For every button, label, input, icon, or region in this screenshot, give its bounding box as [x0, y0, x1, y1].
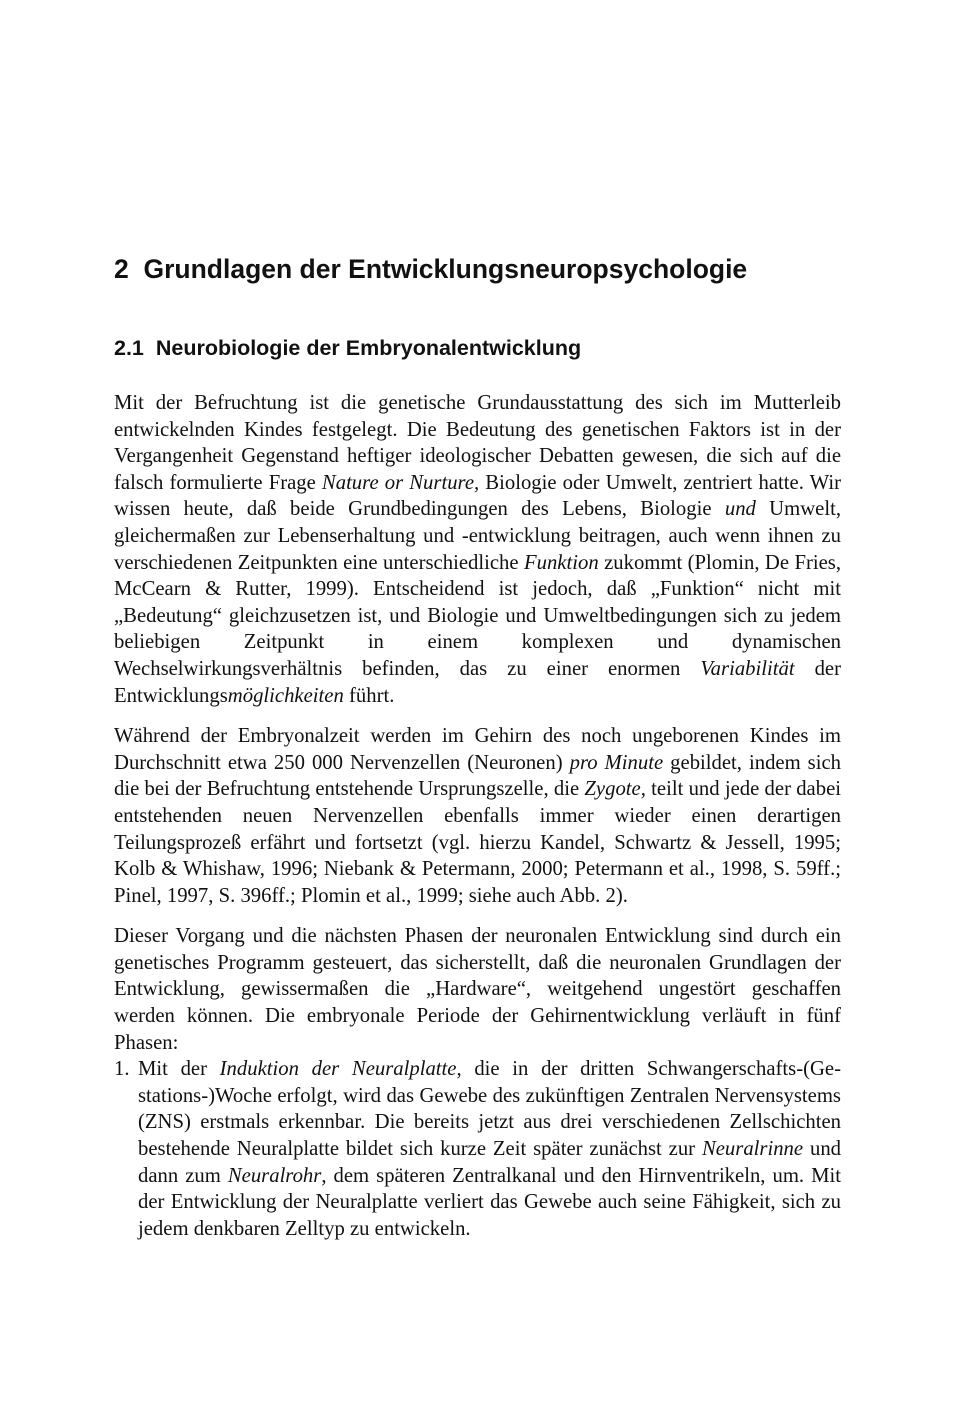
paragraph-1 — [114, 390, 841, 709]
paragraph-2-italic: pro Minute — [569, 751, 664, 774]
section-title-text: Neurobiologie der Embryonalentwicklung — [155, 336, 582, 360]
paragraph-1-italic: möglichkeiten — [227, 684, 344, 707]
paragraph-1-text: der Entwicklungs — [114, 657, 841, 707]
list-item-text — [138, 1056, 841, 1242]
paragraph-2-text: , teilt und jede der dabei entstehenden neuen Nervenzellen ebenfalls immer wieder einen derartigen Teilungsprozeß erfährt und fortsetzt (vgl. hierzu Kandel, Schwartz & Jessell, 1995; Kolb & Whishaw, 1996; Niebank & Petermann, 2000; Petermann et al., 1998, S. 59ff.; Pinel, 1997, S. 396ff.; Plomin et al., 1999; siehe auch Abb. 2). — [114, 778, 842, 907]
paragraph-1-italic: Nature or Nurture, — [321, 471, 480, 494]
list-item — [114, 1056, 841, 1242]
chapter-title-text: Grundlagen der Entwicklungsneuropsychologie — [143, 254, 748, 284]
list-item-italic: Neuralrohr — [227, 1164, 322, 1187]
list-item-number: 1. — [114, 1058, 130, 1081]
chapter-title — [114, 252, 874, 286]
paragraph-2-text: Während der Embryonalzeit werden im Gehirn des noch ungeborenen Kindes im Durchschnitt etwa 250 000 Nervenzellen (Neuronen) — [114, 725, 841, 774]
paragraph-1-italic: Funktion — [523, 551, 599, 574]
paragraph-2-text: gebildet, indem sich die bei der Befruchtung entstehende Ursprungszelle, die — [114, 751, 842, 801]
paragraph-3 — [114, 923, 841, 1056]
list-item-segment: , die in der dritten Schwangerschafts-(Gestations-)Woche erfolgt, wird das Gewebe des zukünftigen Zentralen Nervensystems (ZNS) erstmals erkennbar. Die bereits jetzt aus drei verschiedenen Zellschichten bestehende Neuralplatte bildet sich kurze Zeit später zunächst zur — [138, 1058, 841, 1161]
section-title — [114, 333, 581, 363]
list-item-segment: Mit der — [138, 1058, 220, 1081]
chapter-number: 2 — [114, 254, 129, 284]
paragraph-1-text: führt. — [343, 684, 395, 707]
list-item-italic: Neuralrinne — [701, 1138, 804, 1161]
paragraph-1-text: zukommt (Plomin, De Fries, McCearn & Rutter, 1999). Entscheidend ist jedoch, daß „Funktion“ nicht mit „Bedeutung“ gleichzusetzen ist, und Biologie und Umweltbedingungen sich zu jedem beliebigen Zeitpunkt in einem komplexen und dynamischen Wechselwirkungsverhältnis befinden, das zu einer enormen — [114, 551, 841, 680]
section-number: 2.1 — [114, 336, 144, 360]
list-item-segment: und dann zum — [138, 1138, 842, 1187]
paragraph-1-italic: und — [724, 498, 756, 521]
paragraph-1-text: Biologie oder Umwelt, zentriert hatte. Wir wissen heute, daß beide Grundbedingungen des Lebens, Biologie — [114, 471, 841, 521]
list-item-segment: , dem späteren Zentralkanal und den Hirnventrikeln, um. Mit der Entwicklung der Neuralplatte verliert das Gewebe auch seine Fähigkeit, sich zu jedem denkbaren Zelltyp zu entwickeln. — [138, 1164, 841, 1240]
paragraph-2 — [114, 723, 841, 909]
paragraph-3-text: Dieser Vorgang und die nächsten Phasen der neuronalen Entwicklung sind durch ein genetisches Programm gesteuert, das sicherstellt, daß die neuronalen Grundlagen der Entwicklung, gewissermaßen die „Hardware“, weitgehend ungestört geschaffen werden können. Die embryonale Periode der Gehirnentwicklung verläuft in fünf Phasen: — [114, 925, 841, 1054]
list-item-italic: Induktion der Neuralplatte — [219, 1058, 457, 1081]
paragraph-1-italic: Variabilität — [700, 657, 795, 680]
paragraph-2-italic: Zygote — [584, 778, 641, 801]
paragraph-1-text: Mit der Befruchtung ist die genetische Grundausstattung des sich im Mutterleib entwickelnden Kindes festgelegt. Die Bedeutung des genetischen Faktors ist in der Vergangenheit Gegenstand heftiger ideologischer Debatten gewesen, die sich auf die falsch formulierte Frage — [114, 392, 841, 494]
paragraph-1-text: Umwelt, gleichermaßen zur Lebenserhaltung und -entwicklung beitragen, auch wenn ihnen zu verschiedenen Zeitpunkten eine unterschiedliche — [114, 498, 841, 574]
body-text — [114, 390, 841, 1242]
